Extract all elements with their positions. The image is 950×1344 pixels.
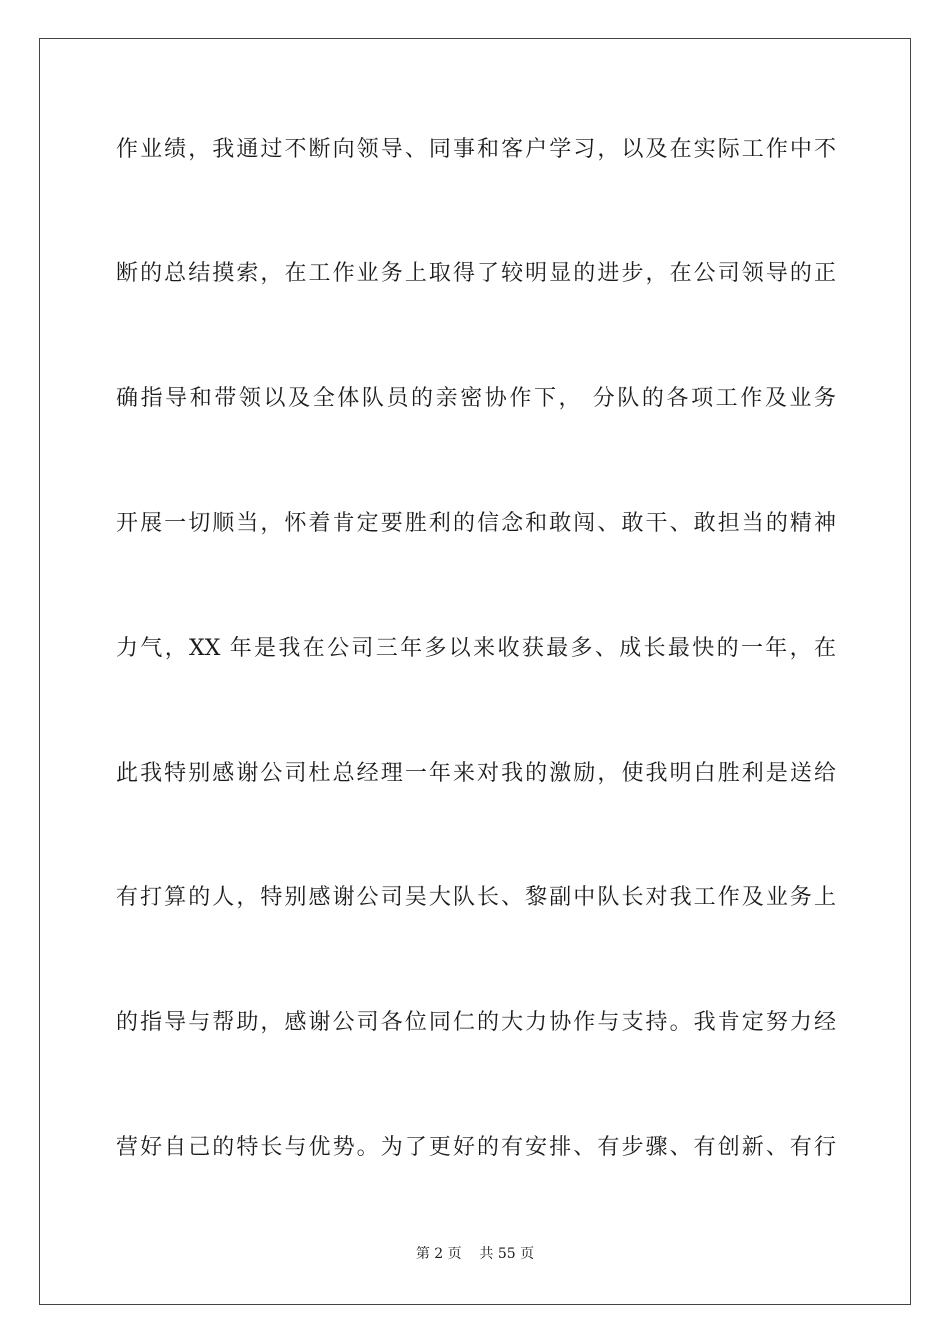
- page-number: 第 2 页 共 55 页: [415, 1246, 535, 1262]
- body-line-5: 力气，XX 年是我在公司三年多以来收获最多、成长最快的一年，在: [116, 636, 836, 661]
- body-line-1: 作业绩，我通过不断向领导、同事和客户学习，以及在实际工作中不: [116, 137, 836, 162]
- body-line-4: 开展一切顺当，怀着肯定要胜利的信念和敢闯、敢干、敢担当的精神: [116, 511, 836, 536]
- body-line-7: 有打算的人，特别感谢公司吴大队长、黎副中队长对我工作及业务上: [116, 885, 836, 910]
- body-line-9: 营好自己的特长与优势。为了更好的有安排、有步骤、有创新、有行: [116, 1135, 836, 1160]
- body-line-2: 断的总结摸索，在工作业务上取得了较明显的进步，在公司领导的正: [116, 261, 836, 286]
- body-line-6: 此我特别感谢公司杜总经理一年来对我的激励，使我明白胜利是送给: [116, 761, 836, 786]
- body-line-8: 的指导与帮助，感谢公司各位同仁的大力协作与支持。我肯定努力经: [116, 1010, 836, 1035]
- body-line-3: 确指导和带领以及全体队员的亲密协作下， 分队的各项工作及业务: [116, 386, 836, 411]
- page-border: [39, 38, 911, 1305]
